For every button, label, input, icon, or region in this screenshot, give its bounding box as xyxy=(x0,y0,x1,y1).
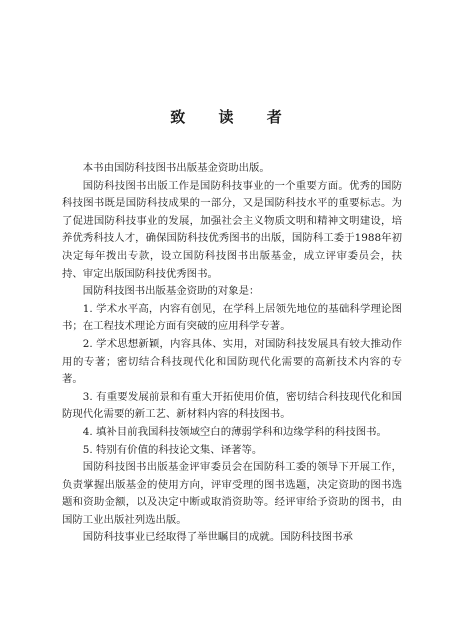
body-text xyxy=(62,160,402,547)
paragraph-funding-note: 本书由国防科技图书出版基金资助出版。 xyxy=(82,162,270,174)
paragraph-target-2: 2. 学术思想新颖，内容具体、实用，对国防科技发展具有较大推动作用的专著；密切结合科技现代化和国防现代化需要的高新技术内容的专著。 xyxy=(62,337,402,386)
paragraph-funding-targets: 国防科技图书出版基金资助的对象是： xyxy=(82,285,260,298)
paragraph-review-committee: 国防科技图书出版基金评审委员会在国防科工委的领导下开展工作，负责掌握出版基金的使用方向，评审受理的图书选题，决定资助的图书选题和资助金额，以及决定中断或取消资助等。经评审给予资助的图书，由国防工业出版社列选出版。 xyxy=(62,461,402,526)
paragraph-target-1: 1. 学术水平高，内容有创见，在学科上居领先地位的基础科学理论图书；在工程技术理论方面有突破的应用科学专著。 xyxy=(62,302,402,333)
paragraph-publishing-work: 国防科技图书出版工作是国防科技事业的一个重要方面。优秀的国防科技图书既是国防科技成果的一部分，又是国防科技水平的重要标志。为了促进国防科技事业的发展，加强社会主义物质文明和精神文明建设，培养优秀科技人才，确保国防科技优秀图书的出版，国防科工委于1988年初决定每年拨出专款，设立国防科技图书出版基金，成立评审委员会，扶持、审定出版国防科技优秀图书。 xyxy=(62,179,402,280)
paragraph-target-3: 3. 有重要发展前景和有重大开拓使用价值，密切结合科技现代化和国防现代化需要的新工艺、新材料内容的科技图书。 xyxy=(62,390,402,421)
paragraph-target-4: 4. 填补目前我国科技领域空白的薄弱学科和边缘学科的科技图书。 xyxy=(82,425,387,438)
page-title: 致 读 者 xyxy=(170,108,296,126)
paragraph-target-5: 5. 特别有价值的科技论文集、译著等。 xyxy=(82,443,263,456)
paragraph-achievements: 国防科技事业已经取得了举世瞩目的成就。国防科技图书承 xyxy=(82,531,353,544)
